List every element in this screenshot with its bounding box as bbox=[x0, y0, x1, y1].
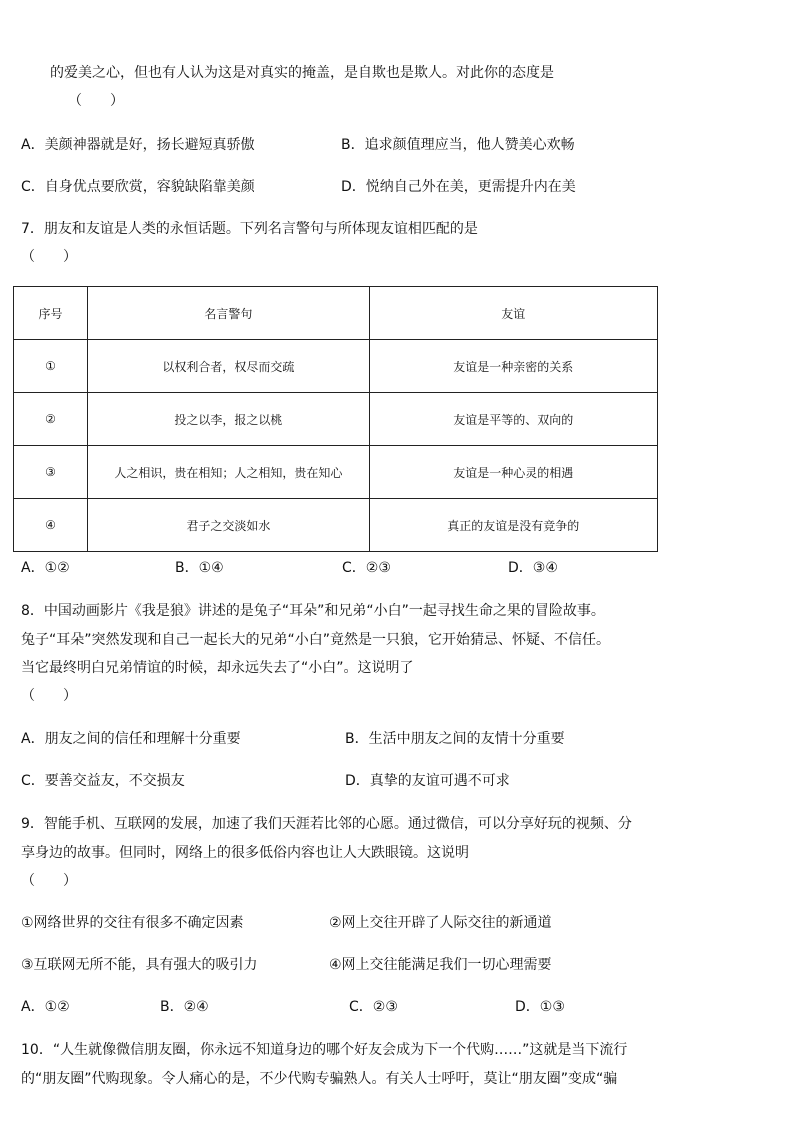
row-friendship: 真正的友谊是没有竞争的 bbox=[369, 499, 657, 552]
table-row bbox=[14, 340, 658, 393]
q9-answer-blank: （ ） bbox=[21, 873, 77, 889]
q8-option-d: D．真挚的友谊可遇不可求 bbox=[345, 773, 510, 789]
q9-stem-line-2: 享身边的故事。但同时，网络上的很多低俗内容也让人大跌眼镜。这说明 bbox=[21, 845, 469, 861]
q6-option-c: C．自身优点要欣赏，容貌缺陷靠美颜 bbox=[21, 179, 255, 195]
q9-statement-4: ④网上交往能满足我们一切心理需要 bbox=[329, 957, 552, 973]
q7-quote-table bbox=[13, 286, 658, 552]
q6-option-b: B．追求颜值理应当，他人赞美心欢畅 bbox=[341, 137, 575, 153]
q7-option-b: B．①④ bbox=[175, 560, 224, 576]
q8-stem-line-3: 当它最终明白兄弟情谊的时候，却永远失去了“小白”。这说明了 bbox=[21, 660, 414, 676]
table-header-quote: 名言警句 bbox=[88, 287, 369, 340]
q9-option-a: A．①② bbox=[21, 999, 70, 1015]
table-row bbox=[14, 393, 658, 446]
row-number: ③ bbox=[14, 446, 88, 499]
row-number: ① bbox=[14, 340, 88, 393]
q9-statement-2: ②网上交往开辟了人际交往的新通道 bbox=[329, 915, 552, 931]
q8-stem-line-2: 兔子“耳朵”突然发现和自己一起长大的兄弟“小白”竟然是一只狼，它开始猜忌、怀疑、不信任。 bbox=[21, 632, 611, 648]
q9-statement-3: ③互联网无所不能，具有强大的吸引力 bbox=[21, 957, 258, 973]
row-friendship: 友谊是一种亲密的关系 bbox=[369, 340, 657, 393]
row-quote: 投之以李，报之以桃 bbox=[88, 393, 369, 446]
q10-stem-line-1: 10．“人生就像微信朋友圈，你永远不知道身边的哪个好友会成为下一个代购……”这就是当下流行 bbox=[21, 1042, 628, 1058]
row-number: ② bbox=[14, 393, 88, 446]
table-header-number: 序号 bbox=[14, 287, 88, 340]
table-header-row bbox=[14, 287, 658, 340]
row-friendship: 友谊是平等的、双向的 bbox=[369, 393, 657, 446]
q7-stem: 7．朋友和友谊是人类的永恒话题。下列名言警句与所体现友谊相匹配的是 bbox=[21, 221, 478, 237]
q8-option-c: C．要善交益友，不交损友 bbox=[21, 773, 185, 789]
row-quote: 以权利合者，权尽而交疏 bbox=[88, 340, 369, 393]
q6-option-a: A．美颜神器就是好，扬长避短真骄傲 bbox=[21, 137, 255, 153]
row-friendship: 友谊是一种心灵的相遇 bbox=[369, 446, 657, 499]
q6-stem-tail: 的爱美之心，但也有人认为这是对真实的掩盖，是自欺也是欺人。对此你的态度是 bbox=[50, 65, 554, 81]
q8-answer-blank: （ ） bbox=[21, 688, 77, 704]
row-number: ④ bbox=[14, 499, 88, 552]
q8-option-b: B．生活中朋友之间的友情十分重要 bbox=[345, 731, 565, 747]
row-quote: 君子之交淡如水 bbox=[88, 499, 369, 552]
q9-stem-line-1: 9．智能手机、互联网的发展，加速了我们天涯若比邻的心愿。通过微信，可以分享好玩的视频、分 bbox=[21, 816, 632, 832]
table-row bbox=[14, 446, 658, 499]
q9-option-d: D．①③ bbox=[515, 999, 565, 1015]
q9-option-b: B．②④ bbox=[160, 999, 209, 1015]
q7-option-c: C．②③ bbox=[342, 560, 391, 576]
q8-stem-line-1: 8．中国动画影片《我是狼》讲述的是兔子“耳朵”和兄弟“小白”一起寻找生命之果的冒险故事。 bbox=[21, 603, 605, 619]
row-quote: 人之相识，贵在相知；人之相知，贵在知心 bbox=[88, 446, 369, 499]
table-header-friendship: 友谊 bbox=[369, 287, 657, 340]
q9-statement-1: ①网络世界的交往有很多不确定因素 bbox=[21, 915, 244, 931]
table-row bbox=[14, 499, 658, 552]
q6-answer-blank: （ ） bbox=[68, 93, 124, 109]
q7-option-d: D．③④ bbox=[508, 560, 558, 576]
q6-option-d: D．悦纳自己外在美，更需提升内在美 bbox=[341, 179, 576, 195]
q8-option-a: A．朋友之间的信任和理解十分重要 bbox=[21, 731, 241, 747]
q9-option-c: C．②③ bbox=[349, 999, 398, 1015]
q10-stem-line-2: 的“朋友圈”代购现象。令人痛心的是，不少代购专骗熟人。有关人士呼吁，莫让“朋友圈”变成“骗 bbox=[21, 1071, 618, 1087]
q7-option-a: A．①② bbox=[21, 560, 70, 576]
q7-answer-blank: （ ） bbox=[21, 249, 77, 265]
